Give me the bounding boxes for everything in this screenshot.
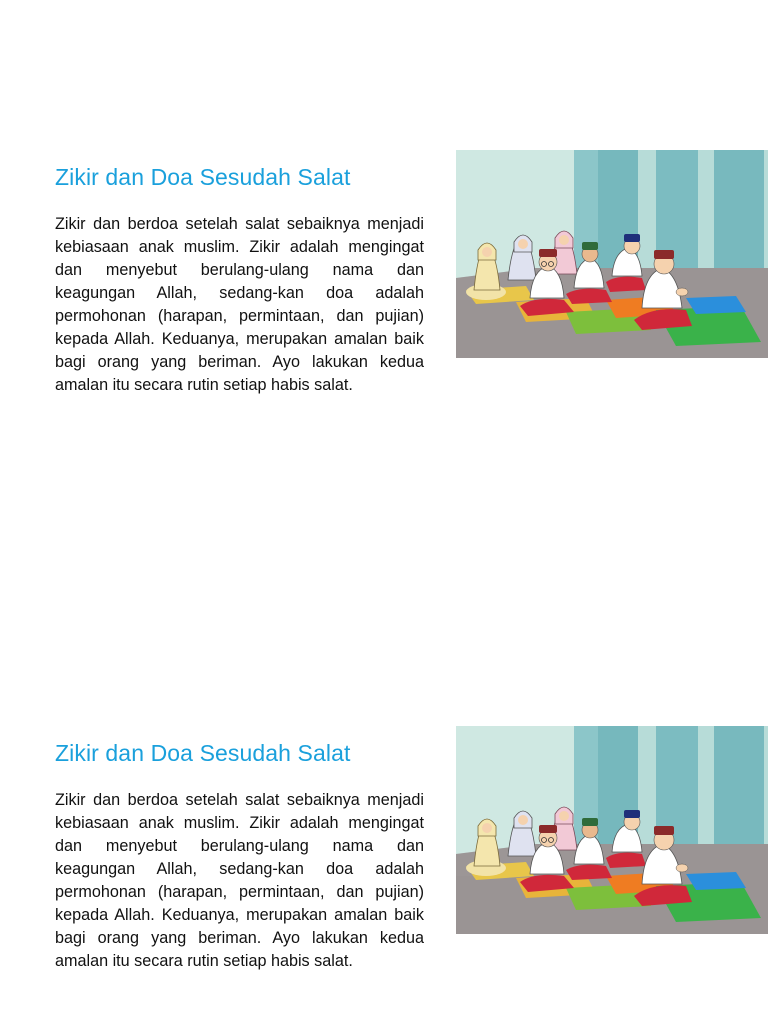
section-title: Zikir dan Doa Sesudah Salat bbox=[55, 740, 351, 766]
section-title: Zikir dan Doa Sesudah Salat bbox=[55, 164, 351, 190]
section-body: Zikir dan berdoa setelah salat sebaiknya menjadi kebiasaan anak muslim. Zikir adalah mengingat dan menyebut berulang-ulang nama dan keagungan Allah, sedang-kan doa adalah permohonan (harapan, permintaan, dan pujian) kepada Allah. Keduanya, merupakan amalan baik bagi orang yang beriman. Ayo lakukan kedua amalan itu secara rutin setiap habis salat. bbox=[55, 215, 424, 394]
children-praying-illustration bbox=[456, 150, 768, 358]
section-1 bbox=[0, 150, 768, 440]
section-body: Zikir dan berdoa setelah salat sebaiknya menjadi kebiasaan anak muslim. Zikir adalah mengingat dan menyebut berulang-ulang nama dan keagungan Allah, sedang-kan doa adalah permohonan (harapan, permintaan, dan pujian) kepada Allah. Keduanya, merupakan amalan baik bagi orang yang beriman. Ayo lakukan kedua amalan itu secara rutin setiap habis salat. bbox=[55, 791, 424, 970]
section-2 bbox=[0, 726, 768, 1016]
children-praying-illustration bbox=[456, 726, 768, 934]
